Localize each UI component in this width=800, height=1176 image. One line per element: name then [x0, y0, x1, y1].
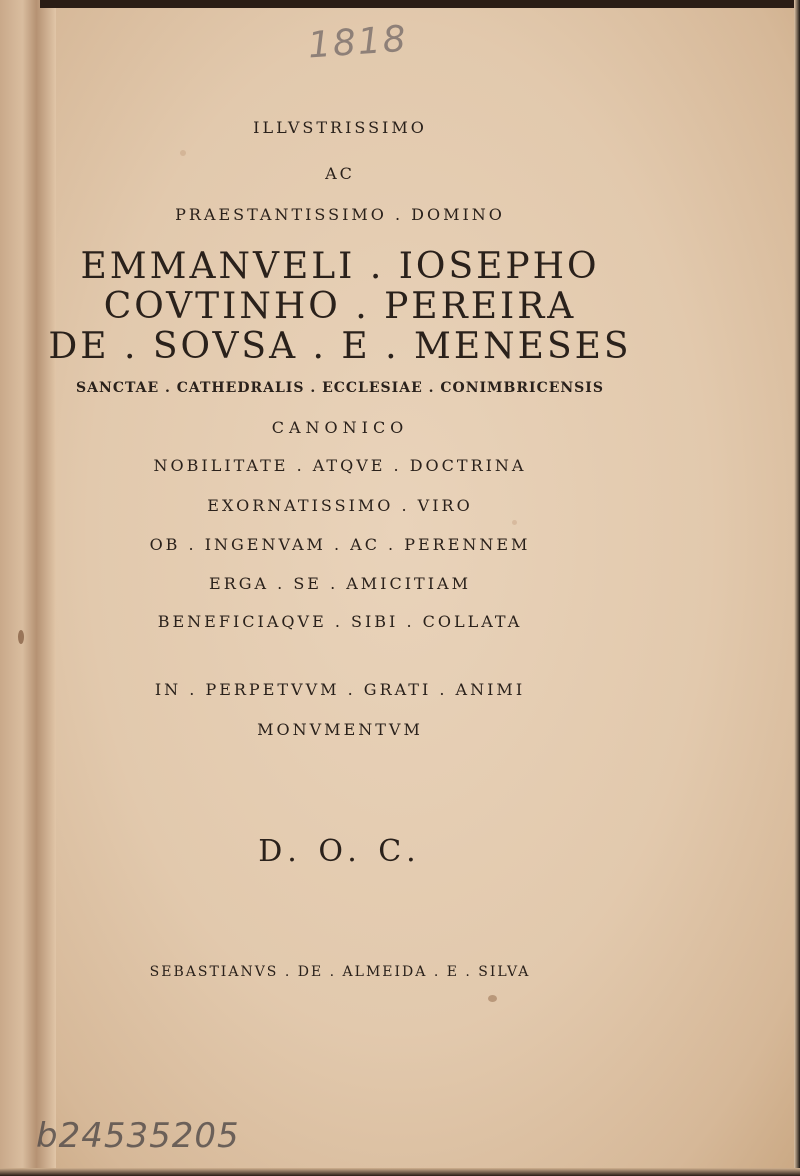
author-name: SEBASTIANVS . DE . ALMEIDA . E . SILVA [149, 964, 531, 980]
honoree-title: CANONICO [271, 418, 409, 437]
dedication-line-1: ILLVSTRISSIMO [253, 118, 427, 137]
reason-line-1: OB . INGENVAM . AC . PERENNEM [149, 535, 531, 554]
pencil-year-annotation: 1818 [306, 18, 409, 67]
honoree-name-line-3: DE . SOVSA . E . MENESES [48, 326, 632, 367]
foxing-spot [488, 995, 497, 1002]
foxing-spot [18, 630, 24, 644]
closing-line-2: MONVMENTVM [257, 720, 423, 739]
honoree-name-line-1: EMMANVELI . IOSEPHO [80, 246, 600, 287]
doc-mark: D. O. C. [258, 834, 422, 869]
closing-line-1: IN . PERPETVVM . GRATI . ANIMI [154, 680, 526, 699]
dedication-line-2: AC [325, 164, 355, 183]
right-edge [794, 0, 800, 1176]
honoree-name-line-2: COVTINHO . PEREIRA [103, 286, 577, 327]
shelfmark-annotation: b24535205 [36, 1116, 240, 1156]
praise-line-1: NOBILITATE . ATQVE . DOCTRINA [153, 456, 527, 475]
bottom-edge [0, 1168, 800, 1176]
foxing-spot [180, 150, 186, 156]
praise-line-2: EXORNATISSIMO . VIRO [207, 496, 473, 515]
honoree-office: SANCTAE . CATHEDRALIS . ECCLESIAE . CONIMBRICENSIS [76, 380, 604, 396]
reason-line-2: ERGA . SE . AMICITIAM [209, 574, 471, 593]
foxing-spot [512, 520, 517, 525]
dedication-line-3: PRAESTANTISSIMO . DOMINO [175, 205, 505, 224]
top-edge [40, 0, 800, 8]
reason-line-3: BENEFICIAQVE . SIBI . COLLATA [157, 612, 523, 631]
